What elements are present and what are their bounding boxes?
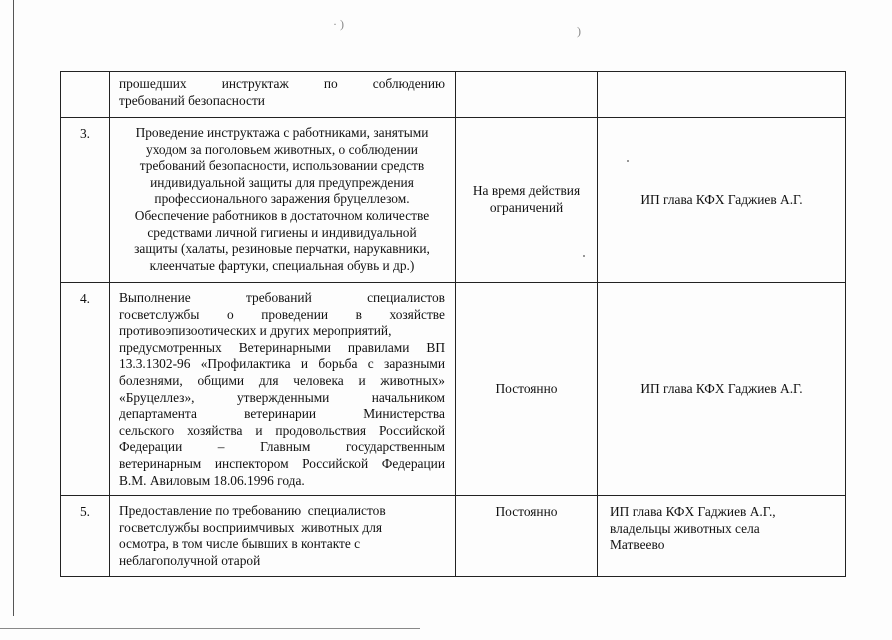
action-cell	[110, 72, 456, 118]
action-line: 13.3.1302-96 «Профилактика и борьба с заразными	[119, 356, 445, 372]
action-line: болезнями, общими для человека и животных»	[119, 372, 445, 388]
table-row-5	[61, 496, 846, 576]
action-line: В.М. Авиловым 18.06.1996 года.	[119, 472, 305, 488]
action-cell	[110, 496, 456, 576]
row-number-cell	[61, 496, 110, 576]
action-line: Федерации – Главным государственным	[119, 439, 445, 455]
responsible-cell	[598, 496, 846, 576]
scan-artifact-mark: · )	[333, 17, 344, 31]
action-cell	[110, 118, 456, 283]
term-cell	[456, 72, 598, 118]
table-row-3	[61, 118, 846, 283]
action-line: «Бруцеллез», утвержденными начальником	[119, 389, 445, 405]
action-line: индивидуальной защиты для предупреждения	[150, 174, 414, 190]
action-line: Предоставление по требованию специалистов	[119, 503, 386, 519]
row-number-cell	[61, 118, 110, 283]
action-line: госветслужбы восприимчивых животных для	[119, 519, 383, 535]
term-line: Постоянно	[495, 380, 558, 396]
responsible-cell	[598, 283, 846, 496]
action-line: осмотра, в том числе бывших в контакте с	[119, 536, 361, 552]
responsible-line: ИП глава КФХ Гаджиев А.Г.	[640, 191, 803, 207]
action-line: сельского хозяйства и продовольствия Российской	[119, 422, 445, 438]
scan-artifact-mark: )	[577, 24, 581, 38]
term-cell	[456, 118, 598, 283]
responsible-cell	[598, 72, 846, 118]
responsible-line: Матвеево	[610, 537, 665, 553]
responsible-line: владельцы животных села	[610, 520, 760, 536]
measures-table	[60, 71, 846, 577]
action-line: прошедших инструктаж по соблюдению	[119, 76, 445, 91]
scan-left-edge-line	[13, 0, 14, 616]
term-line: ограничений	[489, 200, 564, 215]
responsible-cell	[598, 118, 846, 283]
responsible-line: ИП глава КФХ Гаджиев А.Г.	[640, 380, 803, 396]
term-cell	[456, 283, 598, 496]
scan-bottom-edge-line	[0, 628, 420, 629]
row-number: 3.	[79, 126, 91, 141]
action-line: защиты (халаты, резиновые перчатки, нарукавники,	[134, 241, 430, 257]
action-line: противоэпизоотических и других мероприятий,	[119, 323, 392, 339]
term-cell	[456, 496, 598, 576]
action-line: неблагополучной отарой	[119, 552, 261, 568]
term-line: Постоянно	[495, 504, 558, 520]
term-line: На время действия	[472, 183, 581, 199]
table-row-continuation	[61, 72, 846, 118]
row-number: 5.	[79, 504, 91, 520]
row-number-cell	[61, 72, 110, 118]
action-line: Проведение инструктажа с работниками, занятыми	[135, 125, 429, 140]
table-row-4	[61, 283, 846, 496]
action-cell	[110, 283, 456, 496]
responsible-line: ИП глава КФХ Гаджиев А.Г.,	[610, 504, 776, 520]
action-line: ветеринарным инспектором Российской Федерации	[119, 455, 445, 471]
action-line: Выполнение требований специалистов	[119, 290, 445, 305]
action-line: клеенчатые фартуки, специальная обувь и др.)	[149, 257, 415, 273]
action-line: требований безопасности, использовании средств	[139, 158, 425, 174]
action-line: требований безопасности	[119, 92, 265, 108]
action-line: средствами личной гигиены и индивидуальной	[147, 224, 417, 240]
row-number: 4.	[79, 291, 91, 306]
action-line: предусмотренных Ветеринарными правилами ВП	[119, 339, 445, 355]
action-line: уходом за поголовьем животных, о соблюдении	[146, 141, 418, 157]
action-line: госветслужбы о проведении в хозяйстве	[119, 306, 445, 322]
action-line: Обеспечение работников в достаточном количестве	[134, 207, 430, 223]
action-line: департамента ветеринарии Министерства	[119, 406, 445, 422]
row-number-cell	[61, 283, 110, 496]
action-line: профессионального заражения бруцеллезом.	[154, 191, 410, 207]
measures-table-body	[61, 72, 846, 577]
